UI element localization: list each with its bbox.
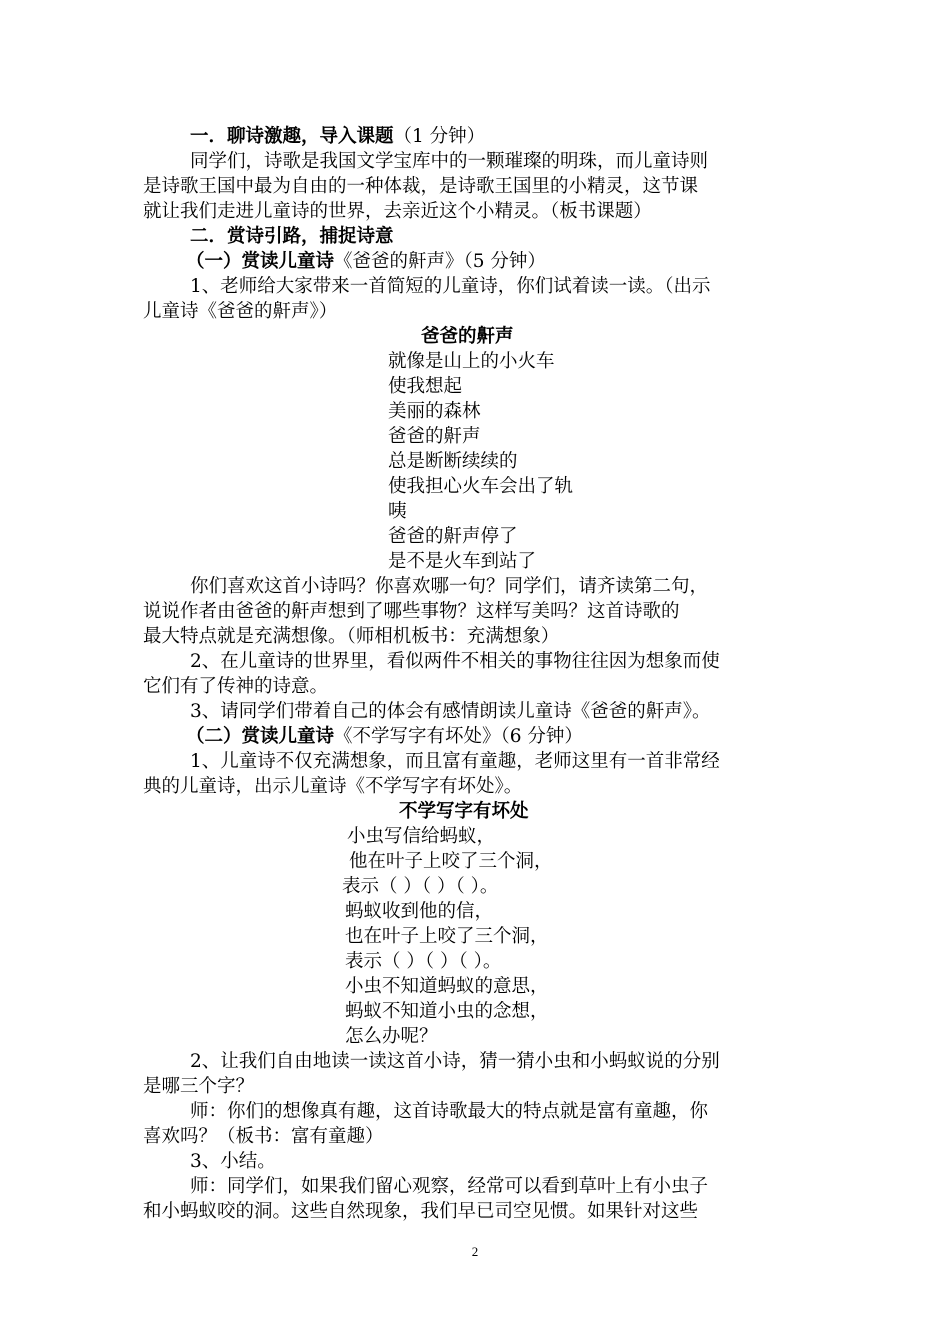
poem2-line: 也在叶子上咬了三个洞， — [345, 926, 549, 947]
poem2-title: 不学写字有坏处 — [399, 801, 529, 822]
poem2-line: 小虫不知道蚂蚁的意思， — [345, 976, 549, 997]
paragraph-line: 3、请同学们带着自己的体会有感情朗读儿童诗《爸爸的鼾声》。 — [190, 701, 711, 722]
poem1-line: 美丽的森林 — [388, 401, 481, 422]
poem2-line: 蚂蚁收到他的信， — [345, 901, 494, 922]
poem1-line: 爸爸的鼾声停了 — [388, 526, 518, 547]
paragraph-line: 儿童诗《爸爸的鼾声》） — [143, 301, 338, 322]
poem2-line: 蚂蚁不知道小虫的念想， — [345, 1001, 549, 1022]
poem1-line: 咦 — [388, 501, 407, 522]
paragraph-line: 1、儿童诗不仅充满想象，而且富有童趣，老师这里有一首非常经 — [190, 751, 720, 772]
poem1-line: 使我想起 — [388, 376, 463, 397]
poem1-line: 使我担心火车会出了轨 — [388, 476, 574, 497]
poem1-line: 爸爸的鼾声 — [388, 426, 481, 447]
paragraph-line: 是哪三个字？ — [143, 1076, 255, 1097]
part1-heading-line — [186, 249, 546, 274]
section2-heading: 二．赏诗引路，捕捉诗意 — [190, 226, 394, 247]
section1-heading: 一．聊诗激趣，导入课题 — [190, 126, 394, 147]
poem2-line: 小虫写信给蚂蚁， — [347, 826, 496, 847]
poem2-line: 表示（ ）（ ）（ ）。 — [342, 876, 499, 897]
part2-heading-rest: 《不学写字有坏处》（6 分钟） — [334, 726, 583, 747]
paragraph-line: 和小蚂蚁咬的洞。这些自然现象，我们早已司空见惯。如果针对这些 — [143, 1201, 699, 1222]
paragraph-line: 2、让我们自由地读一读这首小诗，猜一猜小虫和小蚂蚁说的分别 — [190, 1051, 720, 1072]
part2-heading-line — [186, 724, 583, 749]
paragraph-line: 你们喜欢这首小诗吗？你喜欢哪一句？同学们，请齐读第二句， — [190, 576, 709, 597]
page-number: 2 — [471, 1244, 479, 1259]
part1-heading: （一）赏读儿童诗 — [186, 251, 335, 272]
paragraph-line: 师：同学们，如果我们留心观察，经常可以看到草叶上有小虫子 — [190, 1176, 709, 1197]
poem1-line: 总是断断续续的 — [388, 451, 518, 472]
paragraph-line: 说说作者由爸爸的鼾声想到了哪些事物？这样写美吗？这首诗歌的 — [143, 601, 680, 622]
poem1-line: 就像是山上的小火车 — [388, 351, 555, 372]
poem2-line: 怎么办呢？ — [345, 1026, 438, 1047]
section1-time: （1 分钟） — [393, 126, 486, 147]
paragraph-line: 同学们，诗歌是我国文学宝库中的一颗璀璨的明珠，而儿童诗则 — [190, 151, 709, 172]
paragraph-line: 是诗歌王国中最为自由的一种体裁，是诗歌王国里的小精灵，这节课 — [143, 176, 699, 197]
poem1-line: 是不是火车到站了 — [388, 551, 537, 572]
paragraph-line: 最大特点就是充满想像。（师相机板书：充满想象） — [143, 626, 560, 647]
poem2-line: 他在叶子上咬了三个洞， — [349, 851, 553, 872]
poem1-title: 爸爸的鼾声 — [421, 326, 514, 347]
paragraph-line: 1、老师给大家带来一首简短的儿童诗，你们试着读一读。（出示 — [190, 276, 711, 297]
paragraph-line: 2、在儿童诗的世界里，看似两件不相关的事物往往因为想象而使 — [190, 651, 720, 672]
poem2-line: 表示（ ）（ ）（ ）。 — [345, 951, 502, 972]
paragraph-line: 师：你们的想像真有趣，这首诗歌最大的特点就是富有童趣，你 — [190, 1101, 709, 1122]
part1-heading-rest: 《爸爸的鼾声》（5 分钟） — [334, 251, 546, 272]
paragraph-line: 喜欢吗？（板书：富有童趣） — [143, 1126, 384, 1147]
part2-heading: （二）赏读儿童诗 — [186, 726, 335, 747]
paragraph-line: 典的儿童诗，出示儿童诗《不学写字有坏处》。 — [143, 776, 523, 797]
paragraph-line: 3、小结。 — [190, 1151, 276, 1172]
section1-heading-line — [190, 124, 485, 149]
paragraph-line: 就让我们走进儿童诗的世界，去亲近这个小精灵。（板书课题） — [143, 201, 652, 222]
paragraph-line: 它们有了传神的诗意。 — [143, 676, 329, 697]
